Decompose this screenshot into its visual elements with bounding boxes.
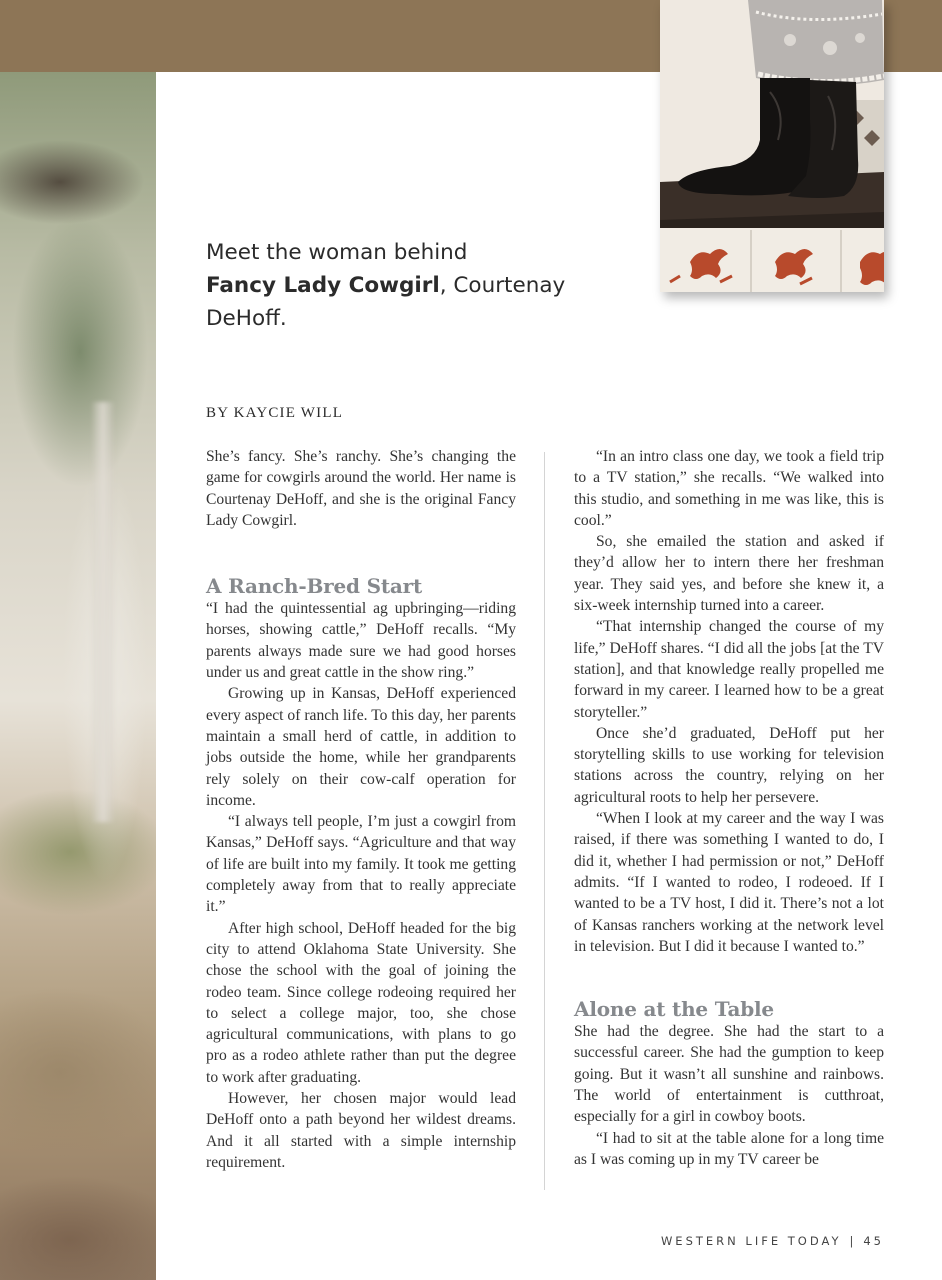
paragraph: “I always tell people, I’m just a cowgirl from Kansas,” DeHoff says. “Agriculture and that way of life are built into my family. It took me getting completely away from that to really appreciate it.”	[206, 813, 516, 916]
paragraph: Growing up in Kansas, DeHoff experienced every aspect of ranch life. To this day, her parents maintain a small herd of cattle, in addition to jobs outside the home, while her grandparents rely solely on their cow-calf operation for income.	[206, 685, 516, 809]
section-heading-alone-at-the-table: Alone at the Table	[574, 997, 774, 1022]
publication-name: WESTERN LIFE TODAY	[660, 1234, 842, 1248]
deck-line-2	[206, 269, 636, 335]
paragraph: “That internship changed the course of my life,” DeHoff shares. “I did all the jobs [at the TV station], and that knowledge really propelled me forward in my career. I learned how to be a great storyteller.”	[574, 618, 884, 721]
deck-brand-name: Fancy Lady Cowgirl	[206, 273, 440, 298]
column-divider	[544, 452, 545, 1190]
paragraph: Once she’d graduated, DeHoff put her storytelling skills to use working for television stations across the country, relying on her agricultural roots to help her persevere.	[574, 724, 884, 806]
paragraph: However, her chosen major would lead DeHoff onto a path beyond her wildest dreams. And it all started with a simple internship requirement.	[206, 1090, 516, 1171]
page-footer	[661, 1234, 884, 1248]
intro-paragraph: She’s fancy. She’s ranchy. She’s changing the game for cowgirls around the world. Her name is Courtenay DeHoff, and she is the original Fancy Lady Cowgirl.	[206, 448, 516, 529]
paragraph: “When I look at my career and the way I was raised, if there was something I wanted to do, I did it, whether I had permission or not,” DeHoff admits. “If I wanted to rodeo, I rodeoed. If I wanted to be a TV host, I did it. There’s not a lot of Kansas ranchers working at the network level in television. But I did it because I wanted to.”	[574, 810, 884, 955]
cowboy-boots-photo	[660, 0, 884, 292]
ground	[0, 1130, 156, 1280]
paragraph: After high school, DeHoff headed for the big city to attend Oklahoma State University. She chose the school with the goal of joining the rodeo team. Since college rodeoing required her to select a college major, too, she chose agricultural communications, with plans to go pro as a rodeo athlete rather than put the degree to work after graduating.	[206, 919, 516, 1086]
right-column	[574, 446, 884, 1170]
deck-line-1: Meet the woman behind	[206, 240, 468, 265]
article-deck	[206, 236, 636, 335]
paragraph: “In an intro class one day, we took a field trip to a TV station,” she recalls. “We walked into this studio, and something in me was like, this is cool.”	[574, 448, 884, 529]
deck-subject-name: , Courtenay DeHoff.	[206, 273, 566, 331]
paragraph: She had the degree. She had the start to a successful career. She had the gumption to keep going. But it wasn’t all sunshine and rainbows. The world of entertainment is cutthroat, especially for a girl in cowboy boots.	[574, 1023, 884, 1126]
paragraph: “I had the quintessential ag upbringing—riding horses, showing cattle,” DeHoff recalls. “My parents always made sure we had good horses under us and great cattle in the show ring.”	[206, 600, 516, 682]
paragraph: “I had to sit at the table alone for a long time as I was coming up in my TV career be	[574, 1129, 884, 1168]
paragraph: So, she emailed the station and asked if they’d allow her to intern there her freshman year. They said yes, and before she knew it, a six-week internship turned into a career.	[574, 533, 884, 615]
footer-separator: |	[849, 1234, 854, 1248]
section-heading-ranch-bred-start: A Ranch-Bred Start	[206, 574, 423, 599]
left-column	[206, 446, 516, 1173]
page-number: 45	[863, 1234, 884, 1248]
fence-post	[92, 402, 114, 822]
left-blurred-photo	[0, 72, 156, 1280]
byline: BY KAYCIE WILL	[206, 405, 344, 421]
